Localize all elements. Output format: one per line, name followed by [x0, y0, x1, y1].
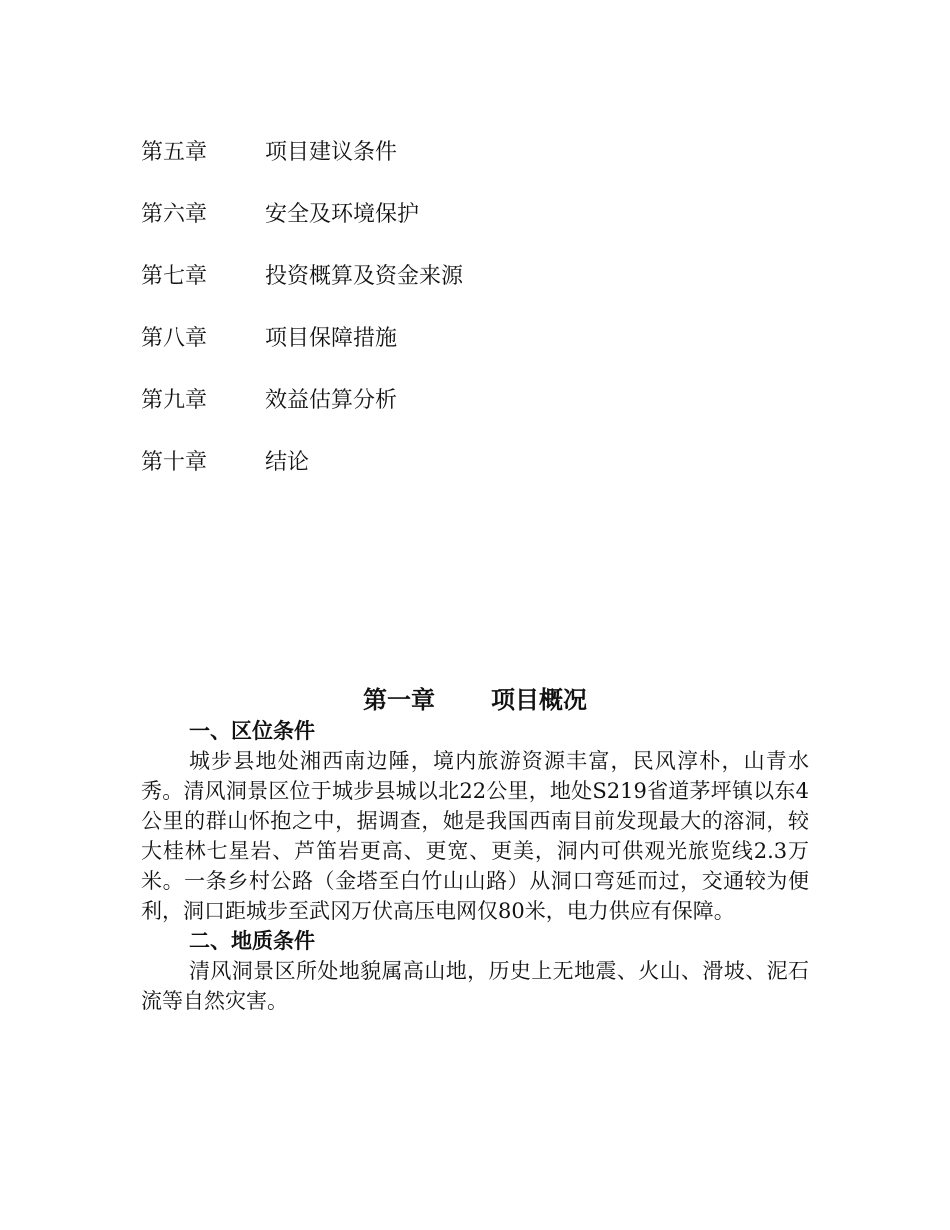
section-paragraph: 清风洞景区所处地貌属高山地，历史上无地震、火山、滑坡、泥石流等自然灾害。 [141, 959, 809, 1013]
table-of-contents [141, 137, 463, 509]
toc-chapter-number: 第七章 [141, 264, 208, 289]
chapter-body [141, 716, 809, 1016]
toc-chapter-number: 第八章 [141, 326, 208, 351]
toc-chapter-title: 项目保障措施 [265, 326, 398, 351]
toc-chapter-title: 效益估算分析 [265, 388, 398, 413]
toc-chapter-title: 投资概算及资金来源 [265, 264, 464, 289]
chapter-heading [0, 683, 950, 717]
toc-entry [141, 199, 463, 261]
toc-entry [141, 261, 463, 323]
toc-chapter-number: 第五章 [141, 140, 208, 165]
toc-entry [141, 385, 463, 447]
chapter-heading-number: 第一章 [363, 686, 435, 714]
toc-chapter-title: 安全及环境保护 [265, 202, 420, 227]
toc-chapter-number: 第六章 [141, 202, 208, 227]
chapter-heading-title: 项目概况 [491, 686, 587, 714]
toc-entry [141, 137, 463, 199]
toc-chapter-number: 第十章 [141, 450, 208, 475]
toc-chapter-title: 结论 [265, 450, 310, 475]
section-heading: 一、区位条件 [189, 718, 315, 743]
toc-chapter-number: 第九章 [141, 388, 208, 413]
section-heading: 二、地质条件 [189, 928, 315, 953]
toc-entry [141, 447, 463, 509]
toc-chapter-title: 项目建议条件 [265, 140, 398, 165]
section-paragraph: 城步县地处湘西南边陲，境内旅游资源丰富，民风淳朴，山青水秀。清风洞景区位于城步县城以北22公里，地处S219省道茅坪镇以东4公里的群山怀抱之中，据调查，她是我国西南目前发现最大的溶洞，较大桂林七星岩、芦笛岩更高、更宽、更美，洞内可供观光旅览线2.3万米。一条乡村公路（金塔至白竹山山路）从洞口弯延而过，交通较为便利，洞口距城步至武冈万伏高压电网仅80米，电力供应有保障。 [141, 749, 809, 923]
toc-entry [141, 323, 463, 385]
